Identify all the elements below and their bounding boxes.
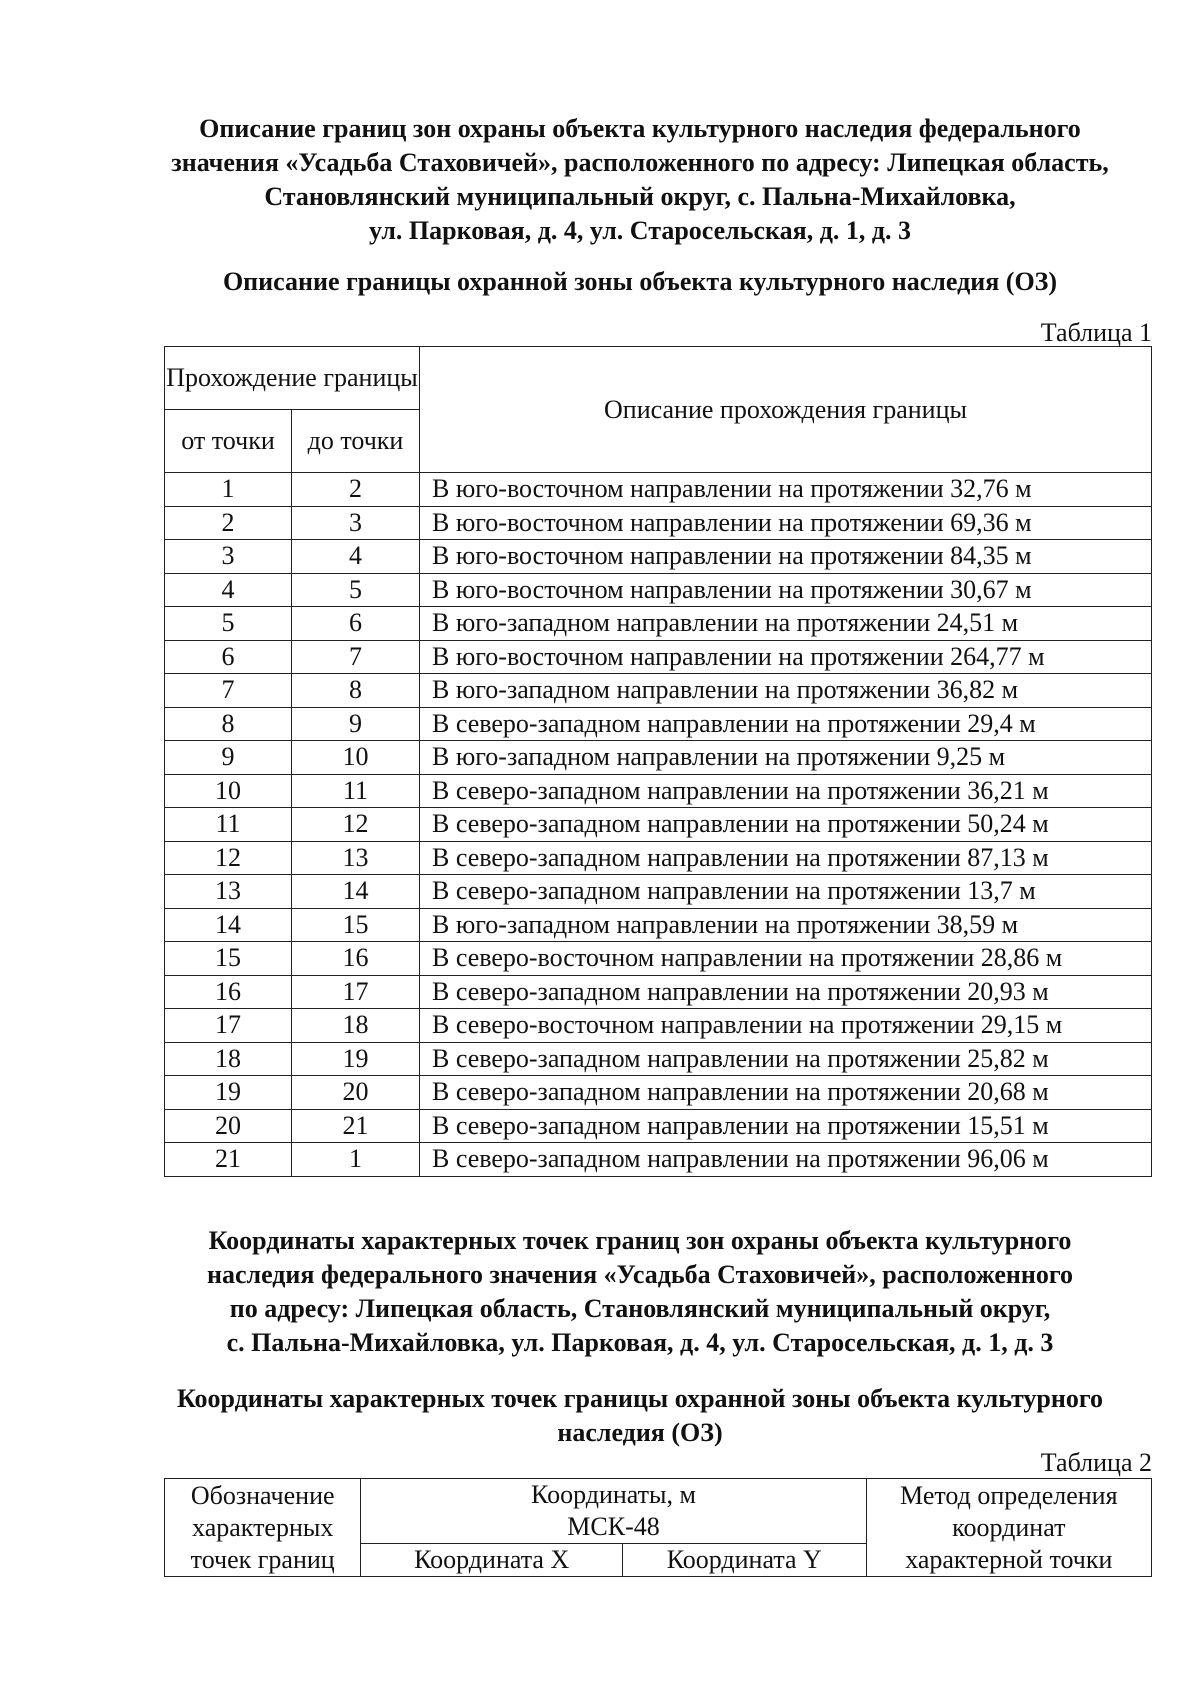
from-point-cell: 1 (165, 473, 292, 507)
header-coordinates: Координаты, м МСК-48 (361, 1479, 866, 1544)
table1-body (165, 473, 1152, 1177)
table-row (165, 975, 1152, 1009)
from-point-cell: 11 (165, 808, 292, 842)
table-row (165, 1009, 1152, 1043)
document-title-line: Становлянский муниципальный округ, с. Пальна-Михайловка, (264, 182, 1016, 211)
from-point-cell: 8 (165, 707, 292, 741)
description-cell: В северо-восточном направлении на протяжении 28,86 м (420, 942, 1152, 976)
description-cell: В юго-западном направлении на протяжении 38,59 м (420, 908, 1152, 942)
description-cell: В юго-восточном направлении на протяжении 84,35 м (420, 540, 1152, 574)
description-cell: В северо-западном направлении на протяжении 96,06 м (420, 1143, 1152, 1177)
table-row (165, 942, 1152, 976)
from-point-cell: 9 (165, 741, 292, 775)
table-row (165, 607, 1152, 641)
header-coord-y: Координата Y (622, 1544, 866, 1577)
table-row (165, 1143, 1152, 1177)
from-point-cell: 7 (165, 674, 292, 708)
table-row (165, 1042, 1152, 1076)
description-cell: В юго-западном направлении на протяжении 9,25 м (420, 741, 1152, 775)
header-method: Метод определения координат характерной точки (866, 1479, 1151, 1577)
table-row (165, 808, 1152, 842)
table-row (165, 707, 1152, 741)
table-row (165, 774, 1152, 808)
description-cell: В северо-западном направлении на протяжении 25,82 м (420, 1042, 1152, 1076)
from-point-cell: 14 (165, 908, 292, 942)
to-point-cell: 10 (292, 741, 420, 775)
document-title-line: Описание границ зон охраны объекта культурного наследия федерального (199, 114, 1081, 143)
description-cell: В северо-западном направлении на протяжении 29,4 м (420, 707, 1152, 741)
to-point-cell: 9 (292, 707, 420, 741)
boundary-description-table (164, 346, 1152, 1177)
table-row (165, 1076, 1152, 1110)
table1-header-row (165, 347, 1152, 410)
table-row (165, 1109, 1152, 1143)
from-point-cell: 15 (165, 942, 292, 976)
to-point-cell: 11 (292, 774, 420, 808)
to-point-cell: 13 (292, 841, 420, 875)
header-to-point: до точки (292, 410, 420, 473)
coordinates-title (160, 1224, 1120, 1360)
description-cell: В юго-восточном направлении на протяжении 30,67 м (420, 573, 1152, 607)
description-cell: В северо-западном направлении на протяжении 13,7 м (420, 875, 1152, 909)
to-point-cell: 21 (292, 1109, 420, 1143)
to-point-cell: 1 (292, 1143, 420, 1177)
from-point-cell: 12 (165, 841, 292, 875)
to-point-cell: 5 (292, 573, 420, 607)
to-point-cell: 6 (292, 607, 420, 641)
description-cell: В юго-восточном направлении на протяжении 264,77 м (420, 640, 1152, 674)
section2-title: Координаты характерных точек границы охранной зоны объекта культурного наследия (ОЗ) (176, 1384, 1104, 1447)
table-row (165, 908, 1152, 942)
header-coord-x: Координата X (361, 1544, 623, 1577)
from-point-cell: 16 (165, 975, 292, 1009)
from-point-cell: 2 (165, 506, 292, 540)
to-point-cell: 2 (292, 473, 420, 507)
coordinates-title-line: с. Пальна-Михайловка, ул. Парковая, д. 4, ул. Старосельская, д. 1, д. 3 (226, 1328, 1054, 1357)
header-point-designation: Обозначение характерных точек границ (165, 1479, 361, 1577)
document-title-line: ул. Парковая, д. 4, ул. Старосельская, д. 1, д. 3 (368, 216, 912, 245)
header-boundary-passage: Прохождение границы (165, 347, 420, 410)
description-cell: В юго-западном направлении на протяжении 36,82 м (420, 674, 1152, 708)
from-point-cell: 20 (165, 1109, 292, 1143)
table-row (165, 674, 1152, 708)
header-from-point: от точки (165, 410, 292, 473)
to-point-cell: 4 (292, 540, 420, 574)
from-point-cell: 17 (165, 1009, 292, 1043)
from-point-cell: 6 (165, 640, 292, 674)
from-point-cell: 10 (165, 774, 292, 808)
description-cell: В северо-восточном направлении на протяжении 29,15 м (420, 1009, 1152, 1043)
to-point-cell: 18 (292, 1009, 420, 1043)
table2-caption: Таблица 2 (1040, 1448, 1152, 1477)
from-point-cell: 19 (165, 1076, 292, 1110)
document-title-line: значения «Усадьба Стаховичей», расположенного по адресу: Липецкая область, (171, 148, 1109, 177)
header-boundary-description: Описание прохождения границы (420, 347, 1152, 473)
to-point-cell: 8 (292, 674, 420, 708)
coordinates-title-line: наследия федерального значения «Усадьба Стаховичей», расположенного (206, 1260, 1074, 1289)
description-cell: В юго-западном направлении на протяжении 24,51 м (420, 607, 1152, 641)
to-point-cell: 20 (292, 1076, 420, 1110)
coordinates-table (164, 1478, 1152, 1577)
table1-caption: Таблица 1 (1040, 318, 1152, 347)
from-point-cell: 3 (165, 540, 292, 574)
description-cell: В северо-западном направлении на протяжении 15,51 м (420, 1109, 1152, 1143)
table-row (165, 506, 1152, 540)
to-point-cell: 3 (292, 506, 420, 540)
from-point-cell: 18 (165, 1042, 292, 1076)
to-point-cell: 16 (292, 942, 420, 976)
description-cell: В северо-западном направлении на протяжении 20,68 м (420, 1076, 1152, 1110)
section1-title: Описание границы охранной зоны объекта культурного наследия (ОЗ) (222, 267, 1058, 296)
coordinates-title-line: Координаты характерных точек границ зон охраны объекта культурного (208, 1226, 1072, 1255)
table-row (165, 841, 1152, 875)
table-row (165, 540, 1152, 574)
description-cell: В северо-западном направлении на протяжении 87,13 м (420, 841, 1152, 875)
to-point-cell: 19 (292, 1042, 420, 1076)
from-point-cell: 21 (165, 1143, 292, 1177)
from-point-cell: 5 (165, 607, 292, 641)
table-row (165, 640, 1152, 674)
table-row (165, 573, 1152, 607)
to-point-cell: 12 (292, 808, 420, 842)
table-row (165, 473, 1152, 507)
description-cell: В северо-западном направлении на протяжении 20,93 м (420, 975, 1152, 1009)
description-cell: В юго-восточном направлении на протяжении 32,76 м (420, 473, 1152, 507)
description-cell: В северо-западном направлении на протяжении 36,21 м (420, 774, 1152, 808)
document-title (160, 112, 1120, 248)
coordinates-title-line: по адресу: Липецкая область, Становлянский муниципальный округ, (229, 1294, 1051, 1323)
to-point-cell: 15 (292, 908, 420, 942)
table-row (165, 741, 1152, 775)
table-row (165, 875, 1152, 909)
to-point-cell: 14 (292, 875, 420, 909)
description-cell: В северо-западном направлении на протяжении 50,24 м (420, 808, 1152, 842)
description-cell: В юго-восточном направлении на протяжении 69,36 м (420, 506, 1152, 540)
to-point-cell: 7 (292, 640, 420, 674)
from-point-cell: 4 (165, 573, 292, 607)
to-point-cell: 17 (292, 975, 420, 1009)
from-point-cell: 13 (165, 875, 292, 909)
